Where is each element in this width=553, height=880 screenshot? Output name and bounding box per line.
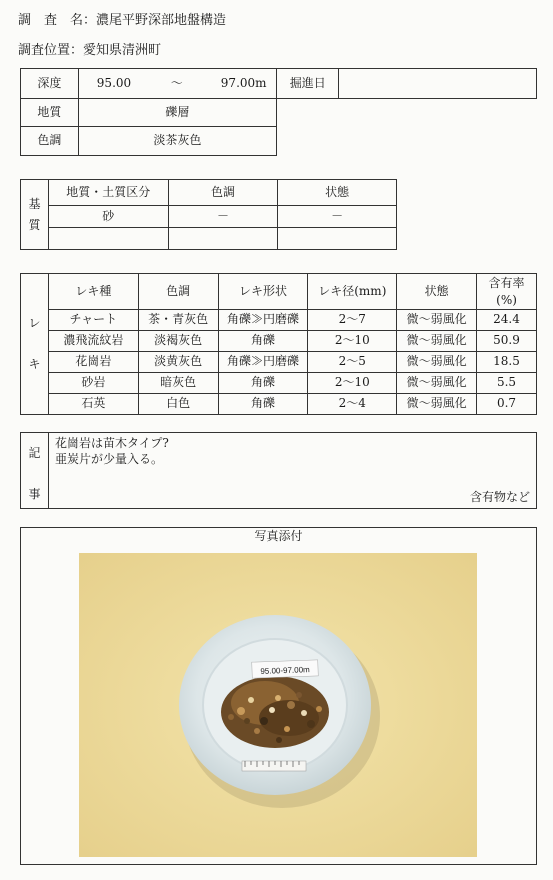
matrix-side-label: 基 質 xyxy=(21,180,49,250)
gravel-header-content: 含有率 (%) xyxy=(477,274,537,310)
gravel-cell: 2～5 xyxy=(308,352,397,373)
gravel-cell: 角礫≫円磨礫 xyxy=(218,310,308,331)
gravel-cell: 石英 xyxy=(48,394,138,415)
depth-label: 深度 xyxy=(21,69,79,99)
gravel-cell: 5.5 xyxy=(477,373,537,394)
sample-label xyxy=(252,660,319,678)
gravel-cell: チャート xyxy=(48,310,138,331)
gravel-cell: 角礫≫円磨礫 xyxy=(218,352,308,373)
table-row xyxy=(21,394,537,415)
matrix-header-classification: 地質・土質区分 xyxy=(48,180,168,206)
geology-value: 礫層 xyxy=(78,99,276,127)
color-label: 色調 xyxy=(21,127,79,156)
scale-ruler xyxy=(242,761,306,771)
geology-label: 地質 xyxy=(21,99,79,127)
gravel-cell: 2～10 xyxy=(308,331,397,352)
gravel-cell: 微～弱風化 xyxy=(397,331,477,352)
matrix-cell xyxy=(48,228,168,250)
matrix-cell xyxy=(168,228,278,250)
drill-date-value xyxy=(339,69,537,99)
matrix-cell xyxy=(278,228,397,250)
photo-box xyxy=(20,527,537,865)
memo-line: 亜炭片が少量入る。 xyxy=(55,452,164,466)
gravel-cell: 2～7 xyxy=(308,310,397,331)
photo-title: 写真添付 xyxy=(254,529,303,543)
table-row xyxy=(21,373,537,394)
gravel-cell: 2～4 xyxy=(308,394,397,415)
gravel-cell: 微～弱風化 xyxy=(397,373,477,394)
matrix-cell: 砂 xyxy=(48,206,168,228)
depth-value xyxy=(78,69,276,99)
gravel-header-shape: レキ形状 xyxy=(218,274,308,310)
gravel-cell: 角礫 xyxy=(218,373,308,394)
matrix-header-color: 色調 xyxy=(168,180,278,206)
gravel-header-size: レキ径(mm) xyxy=(308,274,397,310)
survey-location-line xyxy=(18,39,161,58)
depth-separator: ～ xyxy=(170,76,183,90)
depth-from: 95.00 xyxy=(96,76,132,90)
table-row xyxy=(21,331,537,352)
survey-name: 濃尾平野深部地盤構造 xyxy=(96,13,227,28)
gravel-cell: 淡黄灰色 xyxy=(138,352,218,373)
gravel-cell: 淡褐灰色 xyxy=(138,331,218,352)
gravel-cell: 茶・青灰色 xyxy=(138,310,218,331)
sample-photo-illustration xyxy=(79,553,477,857)
matrix-cell: － xyxy=(168,206,278,228)
table-row xyxy=(21,310,537,331)
gravel-cell: 微～弱風化 xyxy=(397,352,477,373)
gravel-cell: 18.5 xyxy=(477,352,537,373)
survey-name-line xyxy=(18,9,226,28)
gravel-side-label: レ キ xyxy=(21,274,49,415)
gravel-cell: 角礫 xyxy=(218,331,308,352)
gravel-cell: 2～10 xyxy=(308,373,397,394)
gravel-cell: 24.4 xyxy=(477,310,537,331)
gravel-pile xyxy=(221,676,329,748)
table-row xyxy=(21,352,537,373)
depth-to: 97.00m xyxy=(220,76,267,90)
gravel-cell: 濃飛流紋岩 xyxy=(48,331,138,352)
drill-date-label: 掘進日 xyxy=(277,69,339,99)
drill-date-table xyxy=(277,68,537,99)
gravel-cell: 微～弱風化 xyxy=(397,394,477,415)
sample-photo xyxy=(79,553,477,857)
gravel-cell: 暗灰色 xyxy=(138,373,218,394)
gravel-cell: 角礫 xyxy=(218,394,308,415)
matrix-header-state: 状態 xyxy=(278,180,397,206)
gravel-header-state: 状態 xyxy=(397,274,477,310)
gravel-header-type: レキ種 xyxy=(48,274,138,310)
gravel-cell: 花崗岩 xyxy=(48,352,138,373)
matrix-cell: － xyxy=(278,206,397,228)
memo-side-label: 記 事 xyxy=(21,433,49,508)
gravel-cell: 砂岩 xyxy=(48,373,138,394)
memo-line: 花崗岩は苗木タイプ? xyxy=(55,436,169,450)
color-value: 淡茶灰色 xyxy=(78,127,276,156)
survey-name-label: 調 査 名： xyxy=(18,13,97,28)
gravel-cell: 白色 xyxy=(138,394,218,415)
depth-table xyxy=(20,68,277,156)
matrix-table xyxy=(20,179,397,250)
sample-label-text: 95.00-97.00m xyxy=(260,665,310,676)
gravel-header-color: 色調 xyxy=(138,274,218,310)
gravel-cell: 微～弱風化 xyxy=(397,310,477,331)
memo-text xyxy=(55,435,169,467)
gravel-table xyxy=(20,273,537,415)
gravel-cell: 50.9 xyxy=(477,331,537,352)
survey-location: 愛知県清洲町 xyxy=(83,43,162,58)
survey-location-label: 調査位置： xyxy=(18,43,84,58)
gravel-cell: 0.7 xyxy=(477,394,537,415)
memo-footer: 含有物など xyxy=(469,490,530,504)
memo-box xyxy=(20,432,537,509)
